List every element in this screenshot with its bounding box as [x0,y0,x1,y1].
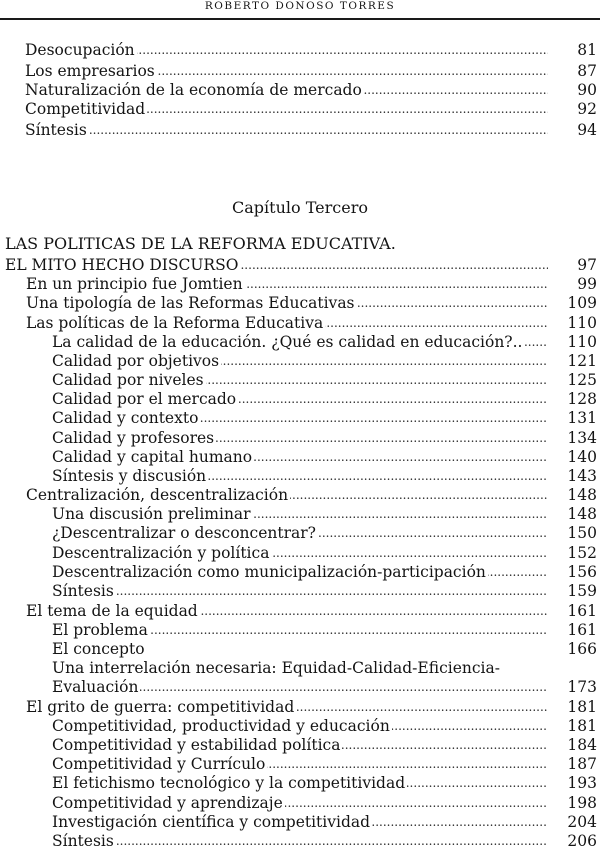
toc-entry-page: 166 [567,640,597,658]
running-head: ROBERTO DONOSO TORRES [204,0,396,12]
toc-entry[interactable] [0,736,600,755]
toc-entry[interactable] [0,640,600,659]
toc-entry-label: Competitividad, productividad y educación [52,717,390,735]
toc-entry-label: Competitividad [25,100,146,118]
toc-entry-label: Una interrelación necesaria: Equidad-Calidad-Eficiencia- [52,659,500,677]
toc-entry-page: 198 [567,794,597,812]
toc-entry-label: Síntesis [52,832,114,850]
toc-entry[interactable] [0,563,600,582]
toc-entry-continued[interactable] [0,659,600,678]
leader-dots [24,121,548,140]
toc-entry[interactable] [0,755,600,774]
toc-entry-page: 87 [577,62,597,80]
toc-entry-page: 156 [567,563,597,581]
toc-entry[interactable] [0,371,600,390]
toc-entry-label: El tema de la equidad [26,602,198,620]
toc-entry[interactable] [0,544,600,563]
toc-entry-label: Los empresarios [25,62,155,80]
toc-entry-label: El fetichismo tecnológico y la competitividad [52,774,406,792]
toc-entry-label: Competitividad y Currículo [52,755,266,773]
chapter-title: LAS POLITICAS DE LA REFORMA EDUCATIVA. [5,234,396,253]
toc-entry-label: Naturalización de la economía de mercado [25,81,362,99]
toc-entry[interactable] [0,698,600,717]
toc-entry[interactable] [0,390,600,409]
toc-entry-page: 173 [567,678,597,696]
toc-entry[interactable] [0,524,600,543]
toc-entry-page: 140 [567,448,597,466]
toc-entry-page: 184 [567,736,597,754]
toc-entry[interactable] [0,352,600,371]
chapter-title-entry[interactable] [0,256,600,275]
toc-entry-page: 181 [567,698,597,716]
toc-entry-label: Calidad y contexto [52,409,199,427]
toc-entry-label: Una tipología de las Reformas Educativas [26,294,355,312]
toc-entry-label: Calidad y capital humano [52,448,253,466]
toc-entry[interactable] [0,62,600,81]
toc-entry-label: En un principio fue Jomtien [26,275,243,293]
toc-entry[interactable] [0,602,600,621]
toc-entry-page: 109 [567,294,597,312]
toc-entry-page: 161 [567,621,597,639]
toc-entry-label: El grito de guerra: competitividad [26,698,295,716]
toc-entry-label: Calidad por objetivos [52,352,220,370]
toc-entry-page: 110 [567,314,597,332]
toc-entry-page: 143 [567,467,597,485]
toc-entry[interactable] [0,717,600,736]
toc-entry[interactable] [0,621,600,640]
toc-entry-label: Calidad por niveles [52,371,204,389]
toc-entry[interactable] [0,275,600,294]
toc-entry-label: El concepto [52,640,145,658]
toc-entry-page: 94 [577,121,597,139]
toc-entry[interactable] [0,81,600,100]
toc-entry-page: 204 [567,813,597,831]
toc-entry-label: Una discusión preliminar [52,505,251,523]
toc-entry-page: 97 [577,256,597,274]
toc-entry[interactable] [0,467,600,486]
header-rule [0,18,600,20]
toc-entry-page: 148 [567,505,597,523]
toc-entry[interactable] [0,832,600,851]
toc-entry-label: Descentralización y política [52,544,270,562]
toc-entry-page: 159 [567,582,597,600]
leader-dots [51,832,548,851]
toc-entry-label: Las políticas de la Reforma Educativa [26,314,324,332]
toc-entry-label: Desocupación [25,41,135,59]
toc-entry-page: 187 [567,755,597,773]
toc-entry-page: 150 [567,524,597,542]
toc-entry[interactable] [0,448,600,467]
toc-entry-page: 134 [567,429,597,447]
toc-entry-page: 181 [567,717,597,735]
toc-entry-label: Síntesis [25,121,87,139]
toc-entry-label: Centralización, descentralización [26,486,289,504]
toc-entry-page: 152 [567,544,597,562]
toc-entry-label: Calidad por el mercado [52,390,237,408]
toc-entry-label: Investigación científica y competitividad [52,813,371,831]
toc-entry-label: Descentralización como municipalización-participación [52,563,486,581]
toc-entry-page: 92 [577,100,597,118]
toc-entry-label: ¿Descentralizar o desconcentrar? [52,524,316,542]
toc-entry-label: Competitividad y aprendizaje [52,794,283,812]
toc-entry-page: 99 [577,275,597,293]
toc-entry[interactable] [0,774,600,793]
toc-entry[interactable] [0,486,600,505]
toc-entry-page: 161 [567,602,597,620]
toc-entry[interactable] [0,813,600,832]
toc-entry-page: 131 [567,409,597,427]
leader-dots [51,582,548,601]
toc-entry[interactable] [0,582,600,601]
chapter-label: Capítulo Tercero [232,198,368,217]
toc-entry[interactable] [0,409,600,428]
toc-entry[interactable] [0,794,600,813]
toc-entry-page: 110 [567,333,597,351]
toc-entry[interactable] [0,505,600,524]
toc-entry-page: 206 [567,832,597,850]
toc-entry-label: Síntesis [52,582,114,600]
toc-entry-page: 121 [567,352,597,370]
toc-entry-label: Síntesis y discusión [52,467,207,485]
toc-entry-page: 193 [567,774,597,792]
toc-entry[interactable] [0,294,600,313]
toc-entry[interactable] [0,121,600,140]
toc-entry-page: 148 [567,486,597,504]
toc-entry-page: 90 [577,81,597,99]
toc-entry-label: Calidad y profesores [52,429,215,447]
chapter-title-line2: EL MITO HECHO DISCURSO [5,256,239,274]
toc-entry-label: Competitividad y estabilidad política [52,736,341,754]
toc-entry-page: 81 [577,41,597,59]
toc-entry[interactable] [0,100,600,119]
toc-entry-label: La calidad de la educación. ¿Qué es calidad en educación?.. [52,333,523,351]
toc-entry[interactable] [0,429,600,448]
toc-entry-page: 128 [567,390,597,408]
toc-entry[interactable] [0,314,600,333]
toc-entry-label: El problema [52,621,148,639]
toc-entry-page: 125 [567,371,597,389]
toc-entry[interactable] [0,41,600,60]
toc-entry[interactable] [0,333,600,352]
toc-entry-label: Evaluación [52,678,139,696]
toc-entry[interactable] [0,678,600,697]
